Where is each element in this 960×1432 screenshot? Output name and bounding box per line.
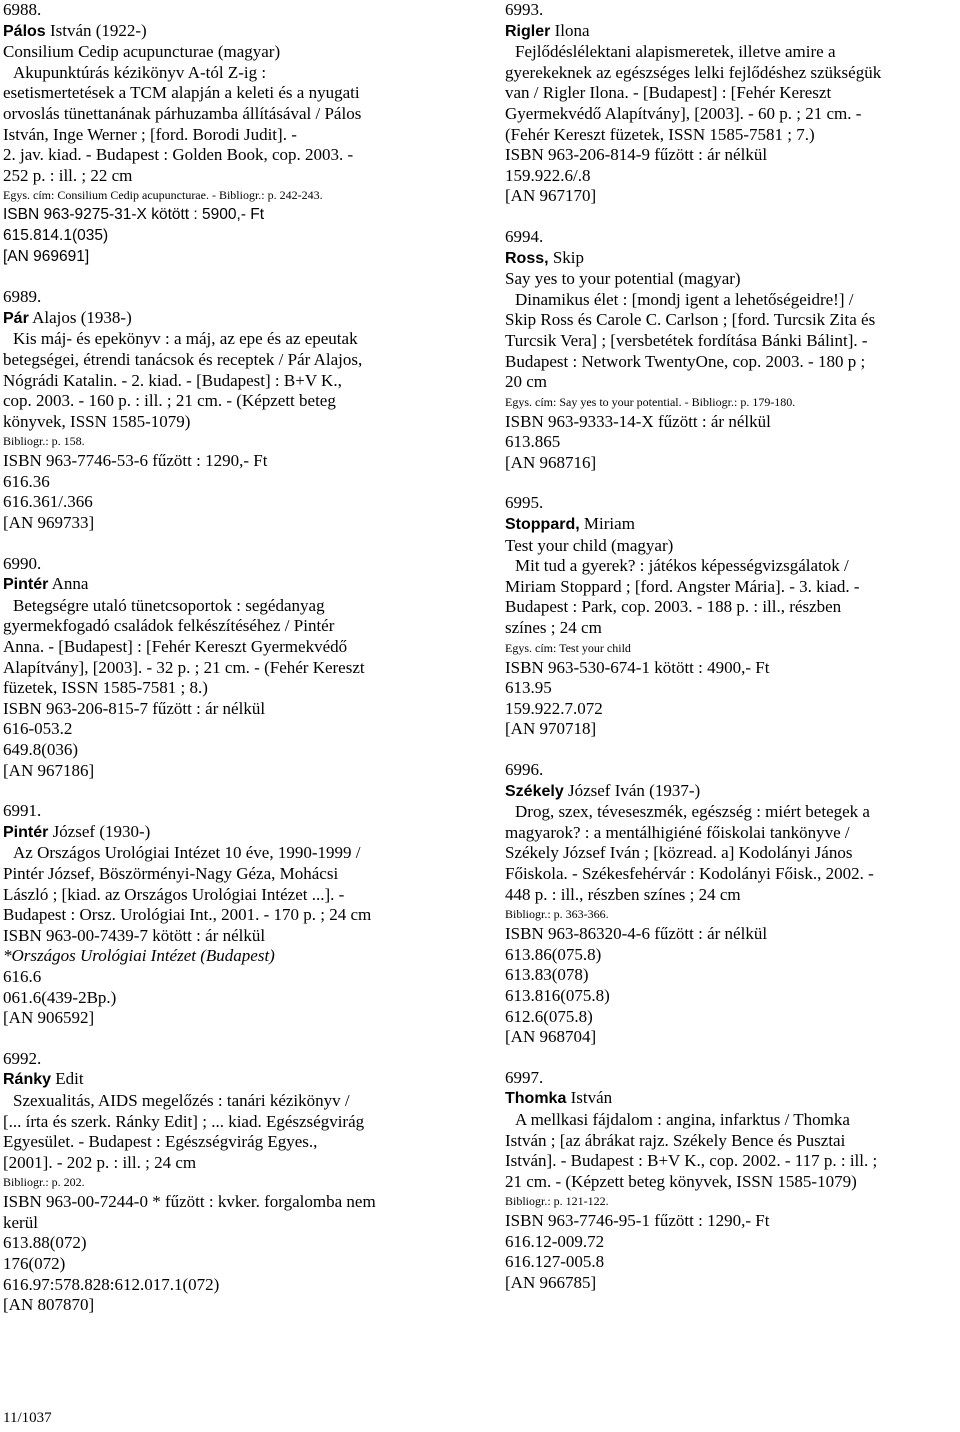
entry-note-line: Egys. cím: Say yes to your potential. - Bibliogr.: p. 179-180. (505, 394, 796, 409)
entry-author (505, 514, 957, 536)
author-given-name: Miriam (583, 514, 635, 534)
catalog-entry (505, 1068, 957, 1294)
catalog-entry (505, 760, 957, 1048)
catalog-entry (505, 493, 957, 740)
entry-text-line: cop. 2003. - 160 p. : ill. ; 21 cm. - (Képzett beteg (3, 391, 336, 411)
entry-text-line: (Fehér Kereszt füzetek, ISSN 1585-7581 ; 7.) (505, 124, 815, 144)
entry-text-line: 616.361/.366 (3, 492, 93, 512)
entry-text-line: István, Inge Werner ; [ford. Borodi Judit]. - (3, 124, 297, 144)
entry-text-line: Dinamikus élet : [mondj igent a lehetőségeidre!] / (515, 289, 854, 309)
entry-text-line: Skip Ross és Carole C. Carlson ; [ford. Turcsik Zita és (505, 310, 876, 330)
entry-number: 6996. (505, 760, 544, 779)
entry-text-line: 613.86(075.8) (505, 944, 602, 964)
entry-text-line: magyarok? : a mentálhigiéné főiskolai tankönyve / (505, 822, 850, 842)
entry-text-line: ISBN 963-9275-31-X kötött : 5900,- Ft (3, 206, 265, 224)
catalog-entry (3, 1049, 465, 1316)
author-given-name: Anna (51, 574, 89, 594)
entry-text-line: ISBN 963-86320-4-6 fűzött : ár nélkül (505, 924, 768, 944)
entry-text-line: [AN 968704] (505, 1027, 597, 1047)
entry-note-line: Bibliogr.: p. 158. (3, 434, 85, 449)
entry-text-line: színes ; 24 cm (505, 618, 602, 638)
entry-text-line: István ; [az ábrákat rajz. Székely Bence és Pusztai (505, 1130, 846, 1150)
entry-text-line: Alapítvány], [2003]. - 32 p. ; 21 cm. - (Fehér Kereszt (3, 657, 365, 677)
entry-text-line: 613.95 (505, 678, 552, 698)
entry-note-line: Egys. cím: Consilium Cedip acupuncturae. - Bibliogr.: p. 242-243. (3, 188, 323, 203)
entry-text-line: ISBN 963-206-815-7 fűzött : ár nélkül (3, 698, 266, 718)
entry-note-line: Bibliogr.: p. 363-366. (505, 907, 609, 922)
entry-text-line: 616-053.2 (3, 719, 73, 739)
entry-text-line: 615.814.1(035) (3, 226, 109, 244)
entry-text-line: könyvek, ISSN 1585-1079) (3, 411, 191, 431)
entry-text-line: [AN 970718] (505, 719, 597, 739)
entry-text-line: 061.6(439-2Bp.) (3, 987, 117, 1007)
entry-text-line: Mit tud a gyerek? : játékos képességvizsgálatok / (515, 556, 849, 576)
entry-text-line: 613.816(075.8) (505, 985, 610, 1005)
entry-text-line: füzetek, ISSN 1585-7581 ; 8.) (3, 678, 208, 698)
author-surname: Thomka (505, 1090, 567, 1108)
author-surname: Pálos (3, 22, 46, 40)
entry-text-line: 21 cm. - (Képzett beteg könyvek, ISSN 1585-1079) (505, 1171, 857, 1191)
entry-number: 6988. (3, 0, 42, 19)
entry-note-line: Egys. cím: Test your child (505, 640, 631, 655)
entry-text-line: 613.865 (505, 432, 561, 452)
entry-text-line: [... írta és szerk. Ránky Edit] ; ... kiad. Egészségvirág (3, 1111, 365, 1131)
author-given-name: Alajos (1938-) (32, 307, 132, 327)
author-surname: Székely (505, 782, 564, 800)
catalog-entry (505, 227, 957, 474)
author-given-name: István (570, 1088, 613, 1108)
catalog-entry (3, 554, 465, 782)
entry-text-line: 159.922.6/.8 (505, 165, 591, 185)
entry-author (3, 822, 465, 844)
entry-text-line: 616.97:578.828:612.017.1(072) (3, 1274, 220, 1294)
entry-text-line: Consilium Cedip acupuncturae (magyar) (3, 42, 281, 62)
entry-text-line: 613.83(078) (505, 965, 589, 985)
entry-text-line: ISBN 963-7746-95-1 fűzött : 1290,- Ft (505, 1211, 770, 1231)
entry-text-line: Gyermekvédő Alapítvány], [2003]. - 60 p. ; 21 cm. - (505, 103, 862, 123)
author-given-name: Ilona (554, 20, 590, 40)
entry-text-line: [2001]. - 202 p. : ill. ; 24 cm (3, 1152, 197, 1172)
entry-text-line: [AN 807870] (3, 1295, 95, 1315)
entry-note-line: Bibliogr.: p. 121-122. (505, 1194, 609, 1209)
entry-text-line: 616.36 (3, 471, 50, 491)
author-surname: Ross, (505, 249, 549, 267)
entry-author (3, 1069, 465, 1091)
author-given-name: Skip (552, 247, 585, 267)
entry-text-line: 612.6(075.8) (505, 1006, 593, 1026)
author-surname: Pintér (3, 576, 49, 594)
right-column (505, 0, 957, 1294)
entry-note-line: Bibliogr.: p. 202. (3, 1175, 85, 1190)
catalog-entry (3, 0, 465, 267)
author-surname: Pár (3, 309, 29, 327)
entry-text-line: Turcsik Vera] ; [versbetétek fordítása Bánki Bálint]. - (505, 330, 868, 350)
entry-number: 6994. (505, 226, 544, 246)
author-surname: Stoppard, (505, 516, 580, 534)
entry-text-line: 613.88(072) (3, 1233, 87, 1253)
author-surname: Pintér (3, 823, 49, 841)
author-surname: Rigler (505, 22, 551, 40)
entry-number: 6991. (3, 801, 42, 821)
entry-text-line: ISBN 963-9333-14-X fűzött : ár nélkül (505, 411, 771, 431)
entry-text-line: 252 p. : ill. ; 22 cm (3, 165, 133, 185)
entry-text-line: [AN 967170] (505, 186, 597, 206)
entry-author (505, 781, 957, 803)
page-number: 11/1037 (3, 1410, 52, 1426)
entry-text-line: esetismertetések a TCM alapján a keleti és a nyugati (3, 83, 360, 103)
entry-text-line: Székely József Iván ; [közread. a] Kodolányi János (505, 843, 853, 863)
entry-number: 6995. (505, 493, 544, 513)
entry-author (3, 308, 465, 330)
entry-text-line: Budapest : Orsz. Urológiai Int., 2001. - 170 p. ; 24 cm (3, 905, 372, 925)
author-surname: Ránky (3, 1071, 52, 1089)
entry-text-line: [AN 966785] (505, 1273, 597, 1293)
entry-number: 6993. (505, 0, 544, 19)
entry-text-line: kerül (3, 1212, 38, 1232)
entry-text-line: 649.8(036) (3, 740, 79, 759)
entry-text-line: Akupunktúrás kézikönyv A-tól Z-ig : (13, 62, 267, 82)
entry-text-line: István]. - Budapest : B+V K., cop. 2002. - 117 p. : ill. ; (505, 1151, 878, 1171)
entry-text-line: gyermekfogadó családok felkészítéséhez / Pintér (3, 616, 335, 636)
entry-text-line: 2. jav. kiad. - Budapest : Golden Book, cop. 2003. - (3, 145, 354, 165)
entry-text-line: Fejlődéslélektani alapismeretek, illetve amire a (515, 42, 836, 62)
entry-author (505, 21, 957, 43)
entry-text-line: Pintér József, Böszörményi-Nagy Géza, Mohácsi (3, 863, 339, 883)
entry-text-line: Főiskola. - Székesfehérvár : Kodolányi Főisk., 2002. - (505, 863, 874, 883)
catalog-entry (3, 801, 465, 1029)
entry-text-line: Budapest : Network TwentyOne, cop. 2003. - 180 p ; (505, 351, 866, 371)
entry-text-line: Betegségre utaló tünetcsoportok : segédanyag (13, 595, 325, 615)
author-given-name: József Iván (1937-) (567, 780, 701, 800)
entry-text-line: van / Rigler Ilona. - [Budapest] : [Fehér Kereszt (505, 83, 832, 103)
entry-text-line: *Országos Urológiai Intézet (Budapest) (3, 946, 275, 966)
entry-text-line: ISBN 963-206-814-9 fűzött : ár nélkül (505, 145, 768, 165)
entry-text-line: gyerekeknek az egészséges lelki fejlődéshez szükségük (505, 62, 882, 82)
entry-author (3, 21, 465, 43)
entry-text-line: [AN 906592] (3, 1008, 95, 1028)
entry-text-line: 176(072) (3, 1254, 66, 1274)
entry-text-line: Anna. - [Budapest] : [Fehér Kereszt Gyermekvédő (3, 637, 348, 657)
entry-text-line: 616.12-009.72 (505, 1231, 605, 1251)
entry-text-line: 448 p. : ill., részben színes ; 24 cm (505, 884, 741, 904)
entry-text-line: Drog, szex, téveseszmék, egészség : miért betegek a (515, 802, 870, 822)
entry-text-line: ISBN 963-7746-53-6 fűzött : 1290,- Ft (3, 451, 268, 471)
entry-number: 6989. (3, 287, 42, 307)
entry-text-line: [AN 969691] (3, 247, 90, 265)
entry-text-line: A mellkasi fájdalom : angina, infarktus / Thomka (515, 1109, 850, 1129)
entry-text-line: Nógrádi Katalin. - 2. kiad. - [Budapest] : B+V K., (3, 370, 342, 390)
author-given-name: Edit (55, 1069, 84, 1089)
entry-text-line: [AN 969733] (3, 513, 95, 533)
entry-text-line: Miriam Stoppard ; [ford. Angster Mária]. - 3. kiad. - (505, 576, 860, 596)
entry-text-line: Az Országos Urológiai Intézet 10 éve, 1990-1999 / (13, 843, 361, 863)
entry-text-line: 20 cm (505, 372, 548, 392)
entry-number: 6992. (3, 1048, 42, 1068)
catalog-entry (505, 0, 957, 207)
entry-text-line: [AN 968716] (505, 452, 597, 472)
entry-text-line: László ; [kiad. az Országos Urológiai Intézet ...]. - (3, 884, 345, 904)
entry-number: 6997. (505, 1067, 544, 1087)
entry-text-line: 159.922.7.072 (505, 698, 603, 718)
entry-author (3, 574, 465, 596)
entry-text-line: ISBN 963-530-674-1 kötött : 4900,- Ft (505, 657, 770, 677)
entry-text-line: Budapest : Park, cop. 2003. - 188 p. : ill., részben (505, 597, 842, 617)
catalog-entry (3, 287, 465, 534)
entry-text-line: [AN 967186] (3, 760, 95, 780)
author-given-name: István (1922-) (49, 20, 147, 40)
entry-text-line: Test your child (magyar) (505, 535, 674, 555)
entry-text-line: Say yes to your potential (magyar) (505, 269, 741, 289)
entry-text-line: Kis máj- és epekönyv : a máj, az epe és az epeutak (13, 329, 358, 349)
entry-text-line: ISBN 963-00-7244-0 * fűzött : kvker. forgalomba nem (3, 1192, 376, 1212)
entry-text-line: ISBN 963-00-7439-7 kötött : ár nélkül (3, 925, 266, 945)
entry-text-line: betegségei, étrendi tanácsok és receptek / Pár Alajos, (3, 349, 363, 369)
entry-number: 6990. (3, 553, 42, 573)
author-given-name: József (1930-) (52, 821, 151, 841)
entry-author (505, 1088, 957, 1110)
entry-text-line: 616.6 (3, 966, 42, 986)
entry-text-line: Szexualitás, AIDS megelőzés : tanári kézikönyv / (13, 1090, 350, 1110)
entry-text-line: 616.127-005.8 (505, 1252, 605, 1272)
left-column (3, 0, 465, 1316)
entry-text-line: Egyesület. - Budapest : Egészségvirág Egyes., (3, 1132, 318, 1152)
entry-author (505, 248, 957, 270)
entry-text-line: orvoslás tünettanának párhuzamba állításával / Pálos (3, 103, 362, 123)
